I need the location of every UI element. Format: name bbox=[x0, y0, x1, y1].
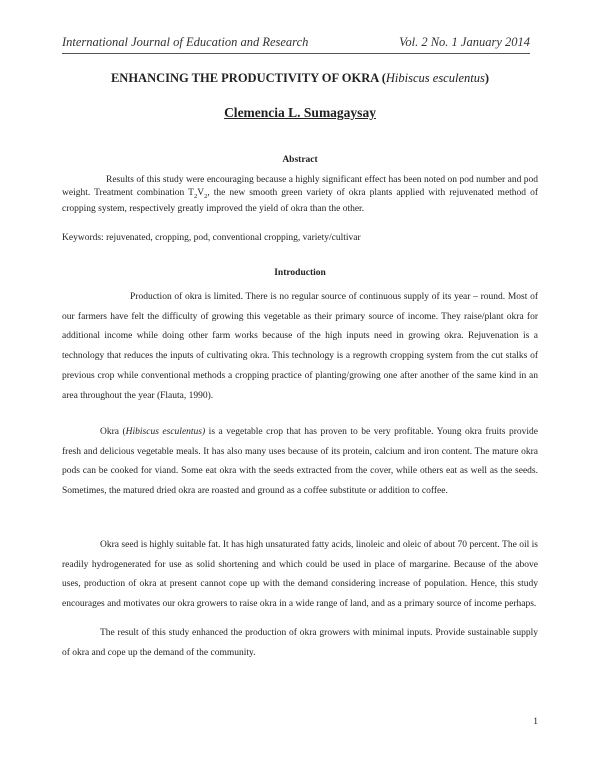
abstract-text-before: Results of this study were encouraging because a highly significant effect has been noted on pod number and pod weight. Treatment combination T bbox=[62, 175, 538, 198]
title-main: ENHANCING THE PRODUCTIVITY OF OKRA ( bbox=[110, 71, 386, 85]
page-number: 1 bbox=[533, 717, 538, 727]
volume-info: Vol. 2 No. 1 January 2014 bbox=[399, 35, 530, 49]
abstract-text-after: , the new smooth green variety of okra plants applied with rejuvenated method of cropping system, respectively greatly improved the yield of okra than the other. bbox=[62, 187, 538, 214]
intro-paragraph-3: Okra seed is highly suitable fat. It has high unsaturated fatty acids, linoleic and oleic of about 70 percent. The oil is readily hydrogenerated for use as solid shortening and which could be used in place of margarine. Because of the above uses, production of okra at present cannot cope up with the demand considering increase of population. Hence, this study encourages and motivates our okra growers to raise okra in a wide range of land, and as a primary source of income perhaps. bbox=[62, 540, 538, 610]
author-name: Clemencia L. Sumagaysay bbox=[224, 105, 376, 120]
keywords-line: Keywords: rejuvenated, cropping, pod, conventional cropping, variety/cultivar bbox=[62, 233, 361, 243]
p2-rest: is a vegetable crop that has proven to be very profitable. Young okra fruits provide fresh and delicious vegetable meals. It has also many uses because of its protein, calcium and iron content. The mature okra pods can be cooked for viand. Some eat okra with the seeds extracted from the cover, while others eat as well as the seeds. Sometimes, the matured dried okra are roasted and ground as a coffee substitute or addition to coffee. bbox=[62, 427, 538, 497]
title-scientific-name: Hibiscus esculentus bbox=[385, 71, 485, 85]
abstract-mid: V bbox=[197, 187, 205, 198]
paper-title bbox=[0, 71, 600, 86]
abstract-sub-2: 2 bbox=[204, 192, 208, 200]
intro-paragraph-4: The result of this study enhanced the production of okra growers with minimal inputs. Provide sustainable supply of okra and cope up the demand of the community. bbox=[62, 628, 538, 658]
journal-name: International Journal of Education and Research bbox=[62, 35, 309, 49]
intro-paragraph-2 bbox=[62, 423, 538, 502]
introduction-heading: Introduction bbox=[274, 268, 326, 278]
abstract-heading: Abstract bbox=[282, 155, 318, 165]
title-close: ) bbox=[484, 71, 490, 85]
abstract-text bbox=[62, 174, 538, 215]
running-header bbox=[62, 35, 530, 50]
p2-start: Okra ( bbox=[100, 427, 126, 437]
p2-scientific-name: Hibiscus esculentus) bbox=[125, 427, 206, 437]
intro-paragraph-1: Production of okra is limited. There is no regular source of continuous supply of its year – round. Most of our farmers have felt the difficulty of growing this vegetable as their primary source of income. They raise/plant okra for additional income while doing other farm works because of the high inputs need in growing okra. Rejuvenation is a technology that reduces the inputs of cultivating okra. This technology is a regrowth cropping system from the cut stalks of previous crop while conventional methods a cropping practice of planting/growing one after another of the same kind in an area throughout the year (Flauta, 1990). bbox=[62, 292, 538, 401]
header-divider bbox=[62, 53, 530, 54]
abstract-sub-1: 2 bbox=[193, 192, 198, 200]
